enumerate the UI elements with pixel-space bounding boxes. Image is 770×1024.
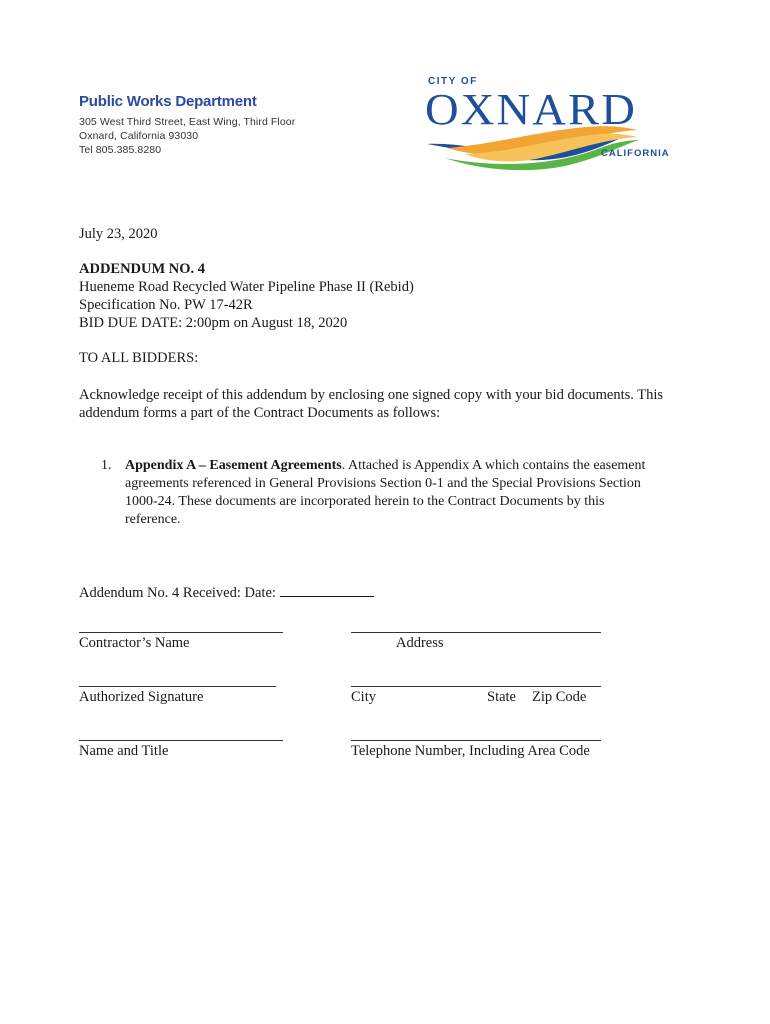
department-title: Public Works Department xyxy=(79,93,257,110)
name-title-label: Name and Title xyxy=(79,743,169,759)
address-line-phone: Tel 805.385.8280 xyxy=(79,144,162,156)
received-label: Addendum No. 4 Received: Date: xyxy=(79,585,276,601)
telephone-line[interactable] xyxy=(351,740,601,741)
logo-california-text: CALIFORNIA xyxy=(601,148,670,159)
letter-date: July 23, 2020 xyxy=(79,226,158,242)
bid-due-date: BID DUE DATE: 2:00pm on August 18, 2020 xyxy=(79,315,348,331)
specification-number: Specification No. PW 17-42R xyxy=(79,297,253,313)
name-title-line[interactable] xyxy=(79,740,283,741)
logo-oxnard-text: OXNARD xyxy=(425,85,637,134)
state-label: State xyxy=(487,689,516,705)
contractor-name-line[interactable] xyxy=(79,632,283,633)
zip-code-label: Zip Code xyxy=(532,689,587,705)
salutation: TO ALL BIDDERS: xyxy=(79,350,199,366)
address-label: Address xyxy=(396,635,444,651)
oxnard-logo-graphic xyxy=(425,72,680,172)
acknowledge-paragraph: Acknowledge receipt of this addendum by enclosing one signed copy with your bid documents. This addendum forms a part of the Contract Documents as follows: xyxy=(79,387,664,421)
received-date-blank[interactable] xyxy=(280,582,374,597)
received-line xyxy=(79,582,374,602)
item-title: Appendix A – Easement Agreements xyxy=(125,458,342,473)
address-line[interactable] xyxy=(351,632,601,633)
item-body xyxy=(125,457,655,529)
logo-city-of-text: CITY OF xyxy=(428,76,478,87)
address-line-street: 305 West Third Street, East Wing, Third Floor xyxy=(79,116,296,128)
addendum-title: ADDENDUM NO. 4 xyxy=(79,261,206,277)
contractor-name-label: Contractor’s Name xyxy=(79,635,190,651)
city-state-zip-line[interactable] xyxy=(351,686,601,687)
project-name: Hueneme Road Recycled Water Pipeline Phase II (Rebid) xyxy=(79,279,414,295)
city-label: City xyxy=(351,689,376,705)
address-line-city: Oxnard, California 93030 xyxy=(79,130,199,142)
telephone-label: Telephone Number, Including Area Code xyxy=(351,743,590,759)
city-of-oxnard-logo xyxy=(425,72,680,172)
addendum-header-block xyxy=(79,260,414,332)
authorized-signature-label: Authorized Signature xyxy=(79,689,204,705)
item-number: 1. xyxy=(101,458,112,473)
item-text: . Attached is Appendix A which contains the easement agreements referenced in General Provisions Section 0-1 and the Special Provisions Section 1000-24. These documents are incorporated herein to the Contract Documents by this reference. xyxy=(125,458,646,527)
authorized-signature-line[interactable] xyxy=(79,686,276,687)
